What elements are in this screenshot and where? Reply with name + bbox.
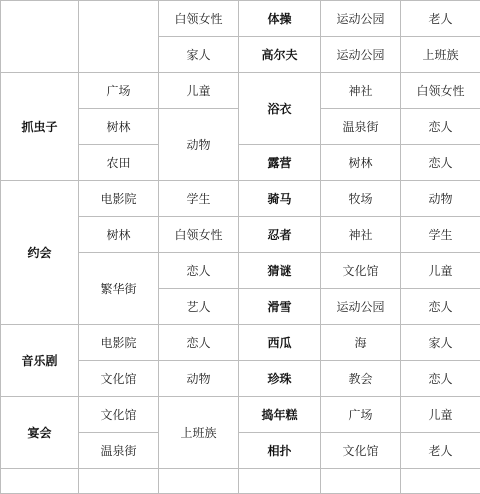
activity-cell: 猜谜 <box>239 253 321 289</box>
empty-cell <box>401 469 480 494</box>
place-cell: 牧场 <box>321 181 401 217</box>
table-row <box>1 181 480 217</box>
place-cell: 广场 <box>79 73 159 109</box>
place-cell: 文化馆 <box>79 397 159 433</box>
person-cell: 白领女性 <box>159 217 239 253</box>
place-cell: 海 <box>321 325 401 361</box>
place-cell: 运动公园 <box>321 1 401 37</box>
person-cell: 家人 <box>401 325 480 361</box>
empty-cell <box>239 469 321 494</box>
category-cell <box>1 1 79 73</box>
person-cell: 白领女性 <box>159 1 239 37</box>
activity-cell: 露营 <box>239 145 321 181</box>
activity-cell: 珍珠 <box>239 361 321 397</box>
person-cell: 恋人 <box>401 145 480 181</box>
person-cell: 家人 <box>159 37 239 73</box>
person-cell: 动物 <box>159 109 239 181</box>
place-cell: 繁华街 <box>79 253 159 325</box>
table-row <box>1 469 480 494</box>
empty-cell <box>79 469 159 494</box>
category-cell: 音乐剧 <box>1 325 79 397</box>
activity-cell: 骑马 <box>239 181 321 217</box>
activity-cell: 相扑 <box>239 433 321 469</box>
person-cell: 上班族 <box>401 37 480 73</box>
place-cell: 神社 <box>321 217 401 253</box>
place-cell: 文化馆 <box>79 361 159 397</box>
person-cell: 恋人 <box>401 109 480 145</box>
place-cell: 树林 <box>79 217 159 253</box>
activity-cell: 滑雪 <box>239 289 321 325</box>
category-cell: 抓虫子 <box>1 73 79 181</box>
person-cell: 艺人 <box>159 289 239 325</box>
empty-cell <box>159 469 239 494</box>
table-row <box>1 1 480 37</box>
person-cell: 动物 <box>401 181 480 217</box>
place-cell: 文化馆 <box>321 253 401 289</box>
place-cell: 神社 <box>321 73 401 109</box>
person-cell: 儿童 <box>159 73 239 109</box>
person-cell: 学生 <box>159 181 239 217</box>
person-cell: 儿童 <box>401 397 480 433</box>
place-cell: 电影院 <box>79 325 159 361</box>
table-row <box>1 325 480 361</box>
activity-cell: 西瓜 <box>239 325 321 361</box>
person-cell: 儿童 <box>401 253 480 289</box>
person-cell: 恋人 <box>401 361 480 397</box>
activity-cell: 忍者 <box>239 217 321 253</box>
place-cell: 文化馆 <box>321 433 401 469</box>
person-cell: 学生 <box>401 217 480 253</box>
place-cell: 教会 <box>321 361 401 397</box>
activity-cell: 高尔夫 <box>239 37 321 73</box>
activity-cell: 体操 <box>239 1 321 37</box>
empty-cell <box>1 469 79 494</box>
activity-cell: 捣年糕 <box>239 397 321 433</box>
person-cell: 恋人 <box>401 289 480 325</box>
empty-cell <box>321 469 401 494</box>
table-row <box>1 73 480 109</box>
activity-cell: 浴衣 <box>239 73 321 145</box>
person-cell: 上班族 <box>159 397 239 469</box>
place-cell: 电影院 <box>79 181 159 217</box>
category-cell: 约会 <box>1 181 79 325</box>
place-cell: 运动公园 <box>321 289 401 325</box>
person-cell: 动物 <box>159 361 239 397</box>
table-row <box>1 397 480 433</box>
place-cell: 温泉街 <box>321 109 401 145</box>
place-cell: 树林 <box>321 145 401 181</box>
place-cell: 农田 <box>79 145 159 181</box>
person-cell: 老人 <box>401 1 480 37</box>
category-cell: 宴会 <box>1 397 79 469</box>
place-cell: 广场 <box>321 397 401 433</box>
person-cell: 恋人 <box>159 325 239 361</box>
place-cell: 树林 <box>79 109 159 145</box>
person-cell: 恋人 <box>159 253 239 289</box>
place-cell: 运动公园 <box>321 37 401 73</box>
person-cell: 老人 <box>401 433 480 469</box>
place-cell <box>79 1 159 73</box>
place-cell: 温泉街 <box>79 433 159 469</box>
person-cell: 白领女性 <box>401 73 480 109</box>
